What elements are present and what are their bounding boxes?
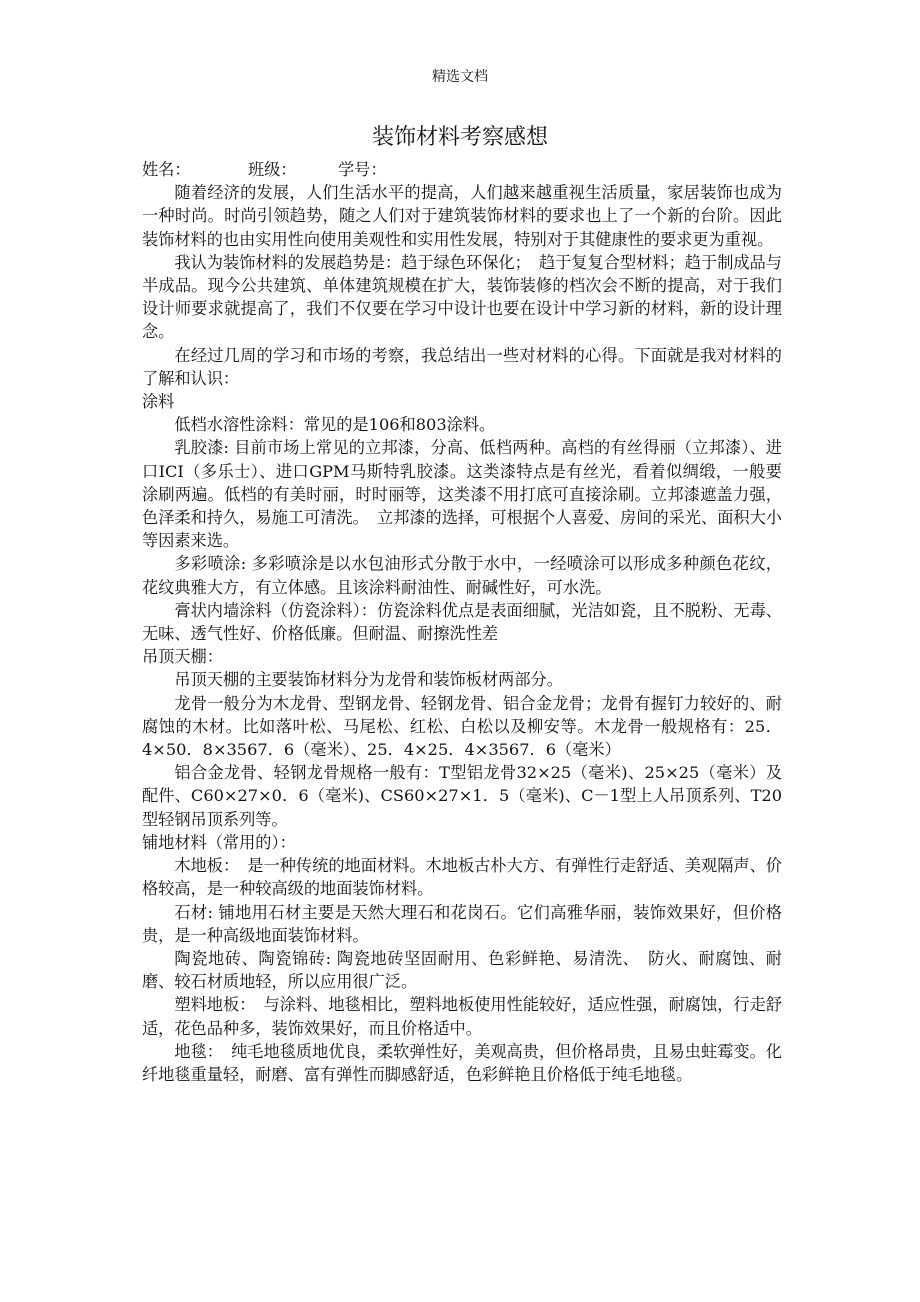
- body-paragraph: 石材: 铺地用石材主要是天然大理石和花岗石。它们高雅华丽，装饰效果好，但价格贵，是一种高级地面装饰材料。: [142, 902, 782, 945]
- document-body: [142, 158, 782, 1086]
- body-paragraph: 龙骨一般分为木龙骨、型钢龙骨、轻钢龙骨、铝合金龙骨；龙骨有握钉力较好的、耐腐蚀的木材。比如落叶松、马尾松、红松、白松以及柳安等。木龙骨一般规格有：25．4×50．8×3567．6（毫米）、25．4×25．4×3567．6（毫米）: [142, 693, 782, 760]
- body-paragraph: 多彩喷涂: 多彩喷涂是以水包油形式分散于水中，一经喷涂可以形成多种颜色花纹，花纹典雅大方，有立体感。且该涂料耐油性、耐碱性好，可水洗。: [142, 554, 782, 597]
- body-paragraph: 木地板： 是一种传统的地面材料。木地板古朴大方、有弹性行走舒适、美观隔声、价格较高，是一种较高级的地面装饰材料。: [142, 856, 782, 899]
- section-heading: 涂料: [142, 392, 175, 412]
- body-paragraph: 塑料地板： 与涂料、地毯相比，塑料地板使用性能较好，适应性强，耐腐蚀，行走舒适，花色品种多，装饰效果好，而且价格适中。: [142, 995, 782, 1038]
- student-info-line: [142, 158, 782, 181]
- body-paragraph: 乳胶漆: 目前市场上常见的立邦漆，分高、低档两种。高档的有丝得丽（立邦漆）、进口ICI（多乐士）、进口GPM马斯特乳胶漆。这类漆特点是有丝光，看着似绸缎，一般要涂刷两遍。低档的有美时丽，时时丽等，这类漆不用打底可直接涂刷。立邦漆遮盖力强，色泽柔和持久，易施工可清洗。 立邦漆的选择，可根据个人喜爱、房间的采光、面积大小等因素来选。: [142, 438, 782, 551]
- body-paragraph: 陶瓷地砖、陶瓷锦砖: 陶瓷地砖坚固耐用、色彩鲜艳、易清洗、 防火、耐腐蚀、耐磨、较石材质地轻，所以应用很广泛。: [142, 948, 782, 992]
- body-paragraph: 膏状内墙涂料（仿瓷涂料）：仿瓷涂料优点是表面细腻，光洁如瓷，且不脱粉、无毒、无味、透气性好、价格低廉。但耐温、耐擦洗性差: [142, 600, 782, 644]
- section-heading: 吊顶天棚：: [142, 647, 223, 667]
- body-paragraph: 低档水溶性涂料：常见的是106和803涂料。: [174, 415, 496, 435]
- student-id-field-label: 学号：: [338, 160, 387, 179]
- name-field-label: 姓名：: [142, 160, 191, 179]
- paragraph-list: [142, 181, 782, 1086]
- body-paragraph: 在经过几周的学习和市场的考察，我总结出一些对材料的心得。下面就是我对材料的了解和认识：: [142, 345, 782, 388]
- page-header: 精选文档: [432, 69, 488, 85]
- body-paragraph: 铝合金龙骨、轻钢龙骨规格一般有：T型铝龙骨32×25（毫米)、25×25（毫米）及配件、C60×27×0．6（毫米)、CS60×27×1．5（毫米)、C－1型上人吊顶系列、T20型轻钢吊顶系列等。: [142, 763, 782, 829]
- body-paragraph: 地毯： 纯毛地毯质地优良，柔软弹性好，美观高贵，但价格昂贵，且易虫蛀霉变。化纤地毯重量轻，耐磨、富有弹性而脚感舒适，色彩鲜艳且价格低于纯毛地毯。: [142, 1041, 782, 1084]
- document-title: 装饰材料考察感想: [371, 125, 548, 150]
- body-paragraph: 吊顶天棚的主要装饰材料分为龙骨和装饰板材两部分。: [174, 670, 563, 690]
- class-field-label: 班级：: [248, 160, 297, 179]
- body-paragraph: 随着经济的发展，人们生活水平的提高，人们越来越重视生活质量，家居装饰也成为一种时尚。时尚引领趋势，随之人们对于建筑装饰材料的要求也上了一个新的台阶。因此装饰材料的也由实用性向使用美观性和实用性发展，特别对于其健康性的要求更为重视。: [142, 183, 782, 249]
- body-paragraph: 我认为装饰材料的发展趋势是：趋于绿色环保化； 趋于复复合型材料；趋于制成品与半成品。现今公共建筑、单体建筑规模在扩大，装饰装修的档次会不断的提高，对于我们设计师要求就提高了，我们不仅要在学习中设计也要在设计中学习新的材料，新的设计理念。: [142, 252, 782, 342]
- section-heading: 铺地材料（常用的）：: [142, 832, 296, 852]
